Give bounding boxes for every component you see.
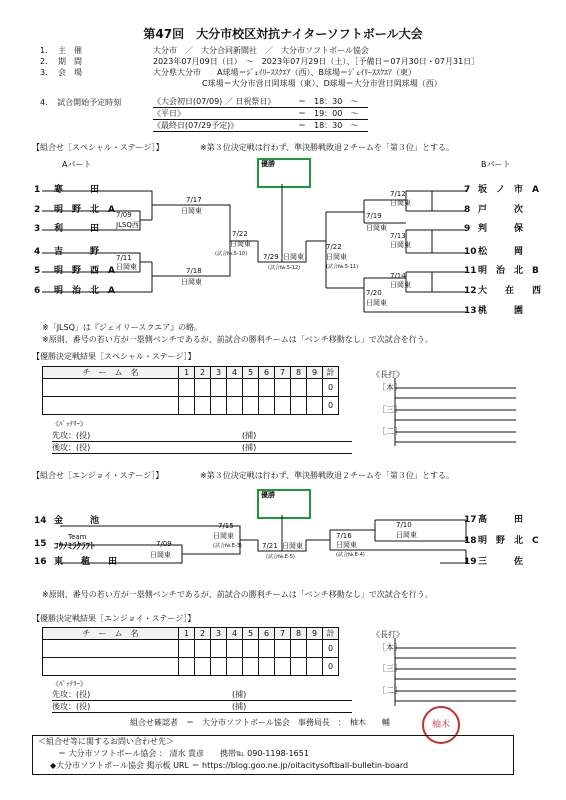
team-num-11: 11 — [464, 266, 477, 276]
game-venue: 日岡東 — [116, 263, 137, 271]
inning-header: 3 — [211, 367, 227, 379]
inning-header: 2 — [195, 367, 211, 379]
game-date: 7/11 — [116, 254, 132, 262]
game-number: (試合№.5-11) — [326, 264, 359, 270]
team-name-2: 明 野 北 A — [54, 205, 115, 215]
footnote-bench: ※原則、番号の若い方が一塁側ベンチであるが、前試合の勝利チームは「ベンチ移動なし」で次試合を行う。 — [42, 335, 433, 344]
contact-heading: ＜組合せ等に関するお問い合わせ先＞ — [38, 737, 174, 746]
battery-label: 《ﾊﾞｯﾃﾘｰ》 — [52, 680, 87, 688]
team-num-16: 16 — [34, 557, 47, 567]
first-catcher: (捕) — [232, 690, 247, 699]
hr-home: ［本］ — [378, 643, 402, 652]
hr-triple: ［三］ — [378, 664, 402, 673]
game-venue: JLSQ西 — [116, 221, 139, 229]
champion-label-special: 優勝 — [261, 160, 275, 168]
start-time-row-1: 《大会初日(07/09) ／ 日祝祭日》 — [153, 97, 298, 108]
game-number: (試合№.5-10) — [215, 251, 248, 257]
team-col-header: チ ー ム 名 — [43, 628, 179, 640]
info-value-period: 2023年07月09日（日） ～ 2023年07月29日（土）、［予備日＝07月30日・07月31日］ — [153, 57, 480, 66]
final-date: 7/29 — [263, 253, 279, 261]
start-time-row-2: 《平日》 — [153, 109, 298, 120]
info-value-venue-1: 大分県大分市 A球場＝ｼﾞｪｲﾘｰｽｽｸｴｱ（西）、B球場＝ｼﾞｪｲﾘｰｽｽｸｴｱ（東） — [153, 68, 416, 77]
inning-header: 8 — [291, 367, 307, 379]
homerun-label: 《長打》 — [372, 370, 404, 379]
info-label-organizer: 主 催 — [58, 46, 82, 55]
game-date: 7/18 — [186, 267, 202, 275]
second-catcher: (捕) — [242, 443, 257, 452]
game-venue: 日岡東 — [181, 207, 202, 215]
game-date: 7/20 — [366, 289, 382, 297]
inning-header: 6 — [259, 367, 275, 379]
inning-header: 9 — [307, 367, 323, 379]
final-number: (試合№.5-12) — [268, 265, 301, 271]
part-a-label: Aパート — [62, 160, 92, 169]
team-num-5: 5 — [34, 266, 41, 276]
game-number: (試合№.E-4) — [336, 552, 365, 558]
first-catcher: (捕) — [242, 431, 257, 440]
team-num-1: 1 — [34, 185, 41, 195]
team-num-2: 2 — [34, 205, 41, 215]
confirmer: 組合せ確認者 ＝ 大分市ソフトボール協会 事務局長 ： 柚木 輔 — [130, 718, 390, 727]
team-num-7: 7 — [464, 185, 471, 195]
info-value-venue-2: C球場＝大分市営日岡球場（東）、D球場＝大分市営日岡球場（西） — [202, 79, 442, 88]
inning-header: 8 — [291, 628, 307, 640]
team-name-13: 桃 園 — [478, 306, 524, 316]
game-date: 7/16 — [336, 532, 352, 540]
result-heading-special: 【優勝決定戦結果［スペシャル・ステージ］】 — [32, 352, 196, 361]
start-times-label: 4． 試合開始予定時刻 — [40, 98, 122, 107]
team-num-17: 17 — [464, 515, 477, 525]
second-pitcher: 後攻：(投) — [52, 702, 352, 713]
team-num-4: 4 — [34, 247, 41, 257]
inning-header: 7 — [275, 367, 291, 379]
game-date: 7/09 — [116, 211, 132, 219]
team-num-10: 10 — [464, 247, 477, 257]
second-catcher: (捕) — [232, 702, 247, 711]
game-date: 7/12 — [390, 190, 406, 198]
game-venue: 日岡東 — [213, 532, 234, 540]
team-name-16: 東 稙 田 — [54, 557, 118, 567]
game-date: 7/15 — [218, 522, 234, 530]
team-name-10: 松 岡 — [478, 247, 524, 257]
start-time-row-3: 《最終日(07/29予定)》 — [153, 121, 298, 132]
inning-header: 2 — [195, 628, 211, 640]
game-venue: 日岡東 — [326, 253, 347, 261]
footnote-jlsq: ※「JLSQ」は『ジェイリースクエア』の略。 — [42, 323, 203, 332]
game-date: 7/13 — [390, 232, 406, 240]
final-number: (試合№.E-5) — [266, 554, 295, 560]
inning-header: 5 — [243, 367, 259, 379]
team-name-5: 明 野 西 A — [54, 266, 115, 276]
info-label-venue: 会 場 — [58, 68, 82, 77]
seal-stamp: 柚木 — [422, 706, 460, 744]
start-time-value-1: ＝ 18：30 ～ — [298, 97, 368, 108]
total-score: 0 — [323, 640, 339, 658]
team-name-15: ｺｳﾉﾐﾗｸﾗﾌﾄ — [54, 542, 95, 552]
total-score: 0 — [323, 397, 339, 415]
total-score: 0 — [323, 658, 339, 676]
final-venue: 日岡東 — [282, 542, 303, 550]
game-date: 7/17 — [186, 196, 202, 204]
team-name-17: 高 田 — [478, 515, 524, 525]
hr-home: ［本］ — [378, 383, 402, 392]
game-date: 7/10 — [396, 521, 412, 529]
inning-header: 4 — [227, 628, 243, 640]
team-name-1: 寒 田 — [54, 185, 100, 195]
team-num-6: 6 — [34, 286, 41, 296]
team-name-6: 明 治 北 A — [54, 286, 115, 296]
footnote-bench-enjoy: ※原則、番号の若い方が一塁側ベンチであるが、前試合の勝利チームは「ベンチ移動なし」で次試合を行う。 — [42, 590, 433, 599]
game-venue: 日岡東 — [230, 240, 251, 248]
info-value-organizer: 大分市 ／ 大分合同新聞社 ／ 大分市ソフトボール協会 — [153, 46, 369, 55]
game-venue: 日岡東 — [336, 541, 357, 549]
game-date: 7/19 — [366, 212, 382, 220]
game-venue: 日岡東 — [150, 551, 171, 559]
game-venue: 日岡東 — [390, 241, 411, 249]
second-pitcher: 後攻：(投) — [52, 443, 352, 454]
special-note: ※第３位決定戦は行わず、準決勝戦敗退２チームを「第３位」とする。 — [200, 143, 455, 152]
inning-header: 7 — [275, 628, 291, 640]
contact-phone: ＝ 大分市ソフトボール協会 ： 清水 貴彦 携帯℡ 090-1198-1651 — [58, 749, 309, 758]
team-name-3: 利 田 — [54, 224, 100, 234]
team-name-4: 吉 野 — [54, 247, 100, 257]
team-num-14: 14 — [34, 516, 47, 526]
team-name-7: 坂 ノ 市 A — [478, 185, 539, 195]
info-num-1: 1． — [40, 46, 54, 55]
first-pitcher: 先攻：(投) — [52, 431, 352, 442]
team-num-8: 8 — [464, 205, 471, 215]
team-name-19: 三 佐 — [478, 557, 524, 567]
game-venue: 日岡東 — [366, 299, 387, 307]
team-name-14: 金 池 — [54, 516, 100, 526]
team-num-19: 19 — [464, 557, 477, 567]
inning-header: 6 — [259, 628, 275, 640]
special-heading: 【組合せ［スペシャル・ステージ］】 — [32, 143, 164, 152]
contact-url: ◆大分市ソフトボール協会 掲示板 URL ＝ https://blog.goo.ne.jp/oitacitysoftball-bulletin-board — [50, 761, 409, 770]
game-date: 7/22 — [326, 243, 342, 251]
team-col-header: チ ー ム 名 — [43, 367, 179, 379]
game-venue: 日岡東 — [366, 224, 387, 232]
team-name-12: 大 在 西 — [478, 286, 542, 296]
info-num-3: 3． — [40, 68, 54, 77]
inning-header: 9 — [307, 628, 323, 640]
team-name-11: 明 治 北 B — [478, 266, 539, 276]
game-venue: 日岡東 — [390, 199, 411, 207]
team-num-3: 3 — [34, 224, 41, 234]
page-title: 第47回 大分市校区対抗ナイターソフトボール大会 — [143, 27, 423, 41]
enjoy-heading: 【組合せ［エンジョイ・ステージ］】 — [32, 471, 164, 480]
team-name-18: 明 野 北 C — [478, 536, 539, 546]
start-time-value-2: ＝ 19：00 ～ — [298, 109, 368, 120]
battery-label: 《ﾊﾞｯﾃﾘｰ》 — [52, 420, 87, 428]
info-num-2: 2． — [40, 57, 54, 66]
final-date: 7/21 — [262, 542, 278, 550]
total-score: 0 — [323, 379, 339, 397]
team-num-9: 9 — [464, 224, 471, 234]
team-num-13: 13 — [464, 306, 477, 316]
game-date: 7/14 — [390, 272, 406, 280]
info-label-period: 期 間 — [58, 57, 82, 66]
game-date: 7/22 — [232, 230, 248, 238]
inning-header: 1 — [179, 367, 195, 379]
game-date: 7/09 — [156, 540, 172, 548]
champion-label-enjoy: 優勝 — [261, 491, 275, 499]
game-number: (試合№.E-3) — [213, 543, 242, 549]
enjoy-note: ※第３位決定戦は行わず、準決勝戦敗退２チームを「第３位」とする。 — [200, 471, 455, 480]
total-header: 計 — [323, 367, 339, 379]
hr-double: ［二］ — [378, 427, 402, 436]
game-venue: 日岡東 — [390, 281, 411, 289]
inning-header: 3 — [211, 628, 227, 640]
start-time-value-3: ＝ 18：30 ～ — [298, 121, 368, 132]
team-name-15-prefix: Team — [68, 533, 87, 541]
inning-header: 4 — [227, 367, 243, 379]
team-name-9: 判 保 — [478, 224, 524, 234]
game-venue: 日岡東 — [396, 531, 417, 539]
homerun-label: 《長打》 — [372, 630, 404, 639]
team-num-15: 15 — [34, 539, 47, 549]
result-heading-enjoy: 【優勝決定戦結果［エンジョイ・ステージ］】 — [32, 614, 196, 623]
total-header: 計 — [323, 628, 339, 640]
inning-header: 5 — [243, 628, 259, 640]
team-num-18: 18 — [464, 536, 477, 546]
hr-double: ［二］ — [378, 686, 402, 695]
first-pitcher: 先攻：(投) — [52, 690, 352, 701]
game-venue: 日岡東 — [181, 278, 202, 286]
hr-triple: ［三］ — [378, 405, 402, 414]
final-venue: 日岡東 — [283, 253, 304, 261]
team-num-12: 12 — [464, 286, 477, 296]
inning-header: 1 — [179, 628, 195, 640]
part-b-label: Bパート — [481, 160, 511, 169]
team-name-8: 戸 次 — [478, 205, 524, 215]
